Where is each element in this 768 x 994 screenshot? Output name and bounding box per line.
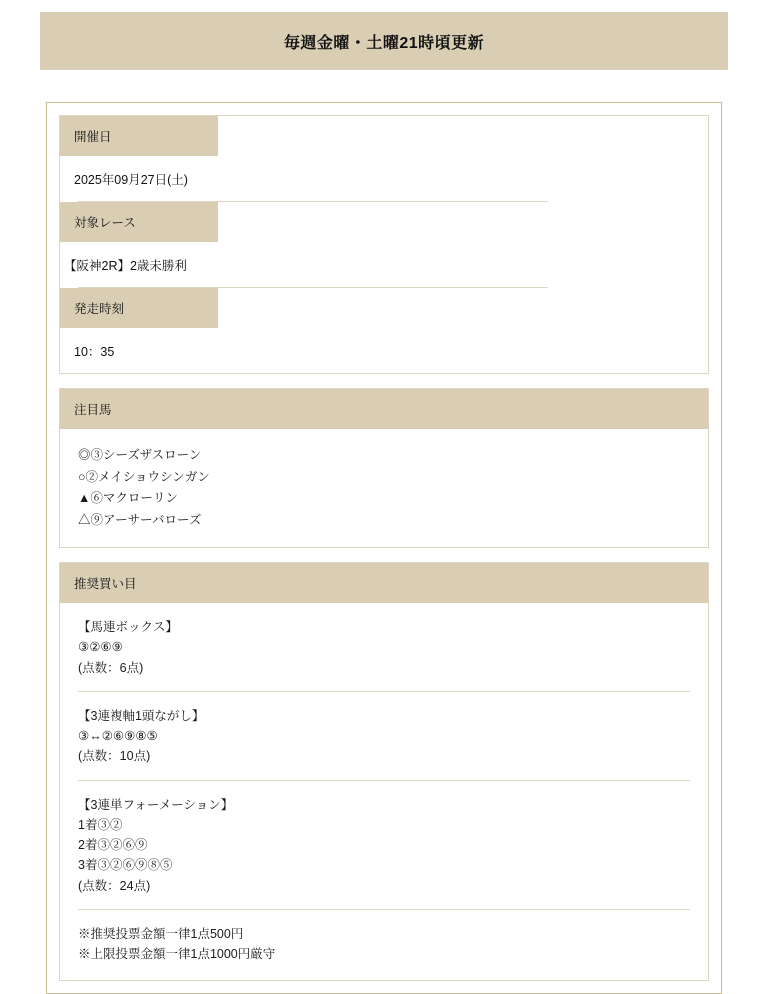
race-date-value: 2025年09月27日(土): [74, 173, 188, 187]
bet-notes: [60, 910, 708, 981]
bet-group-title: 【3連複軸1頭ながし】: [78, 708, 205, 723]
featured-horses-list: [60, 429, 708, 547]
target-race-value: 【阪神2R】2歳未勝利: [64, 259, 187, 273]
note-line: ※推奨投票金額一律1点500円: [78, 926, 244, 941]
recommended-bets-label: 推奨買い目: [60, 563, 708, 603]
post-time-row: [60, 288, 708, 373]
target-race-row: [60, 202, 708, 288]
race-info-section: [59, 115, 709, 374]
list-item: △⑨アーサーバローズ: [78, 512, 202, 527]
bet-group-line: 2着③②⑥⑨: [78, 838, 148, 852]
bet-group-title: 【馬連ボックス】: [78, 620, 178, 634]
bet-group-title: 【3連単フォーメーション】: [78, 797, 234, 812]
list-item: ▲⑥マクローリン: [78, 491, 178, 505]
bet-group-line: ③↔②⑥⑨⑧⑤: [78, 729, 158, 743]
bet-group-line: ③②⑥⑨: [78, 640, 123, 655]
race-date-label: 開催日: [60, 116, 218, 156]
featured-horses-section: [59, 388, 709, 548]
race-date-row: [60, 116, 708, 202]
post-time-label: 発走時刻: [60, 288, 218, 328]
target-race-label: 対象レース: [60, 202, 218, 242]
content-card: [46, 102, 722, 994]
page-title: 毎週金曜・土曜21時頃更新: [283, 34, 485, 52]
post-time-value: 10：35: [74, 345, 115, 359]
header-banner: [40, 12, 728, 70]
list-item: ◎③シーズザスローン: [78, 448, 202, 462]
bet-group-line: 3着③②⑥⑨⑧⑤: [78, 858, 173, 873]
list-item: ○②メイショウシンガン: [78, 469, 210, 484]
bet-group-count: (点数：24点): [78, 878, 151, 893]
bet-group: [60, 603, 708, 691]
bet-group-count: (点数：10点): [78, 749, 151, 764]
recommended-bets-section: [59, 562, 709, 981]
bet-group-count: (点数：6点): [78, 660, 144, 675]
bet-group: [60, 781, 708, 909]
note-line: ※上限投票金額一律1点1000円厳守: [78, 947, 276, 961]
bet-group-line: 1着③②: [78, 817, 123, 832]
bet-group: [60, 692, 708, 780]
featured-horses-label: 注目馬: [60, 389, 708, 429]
